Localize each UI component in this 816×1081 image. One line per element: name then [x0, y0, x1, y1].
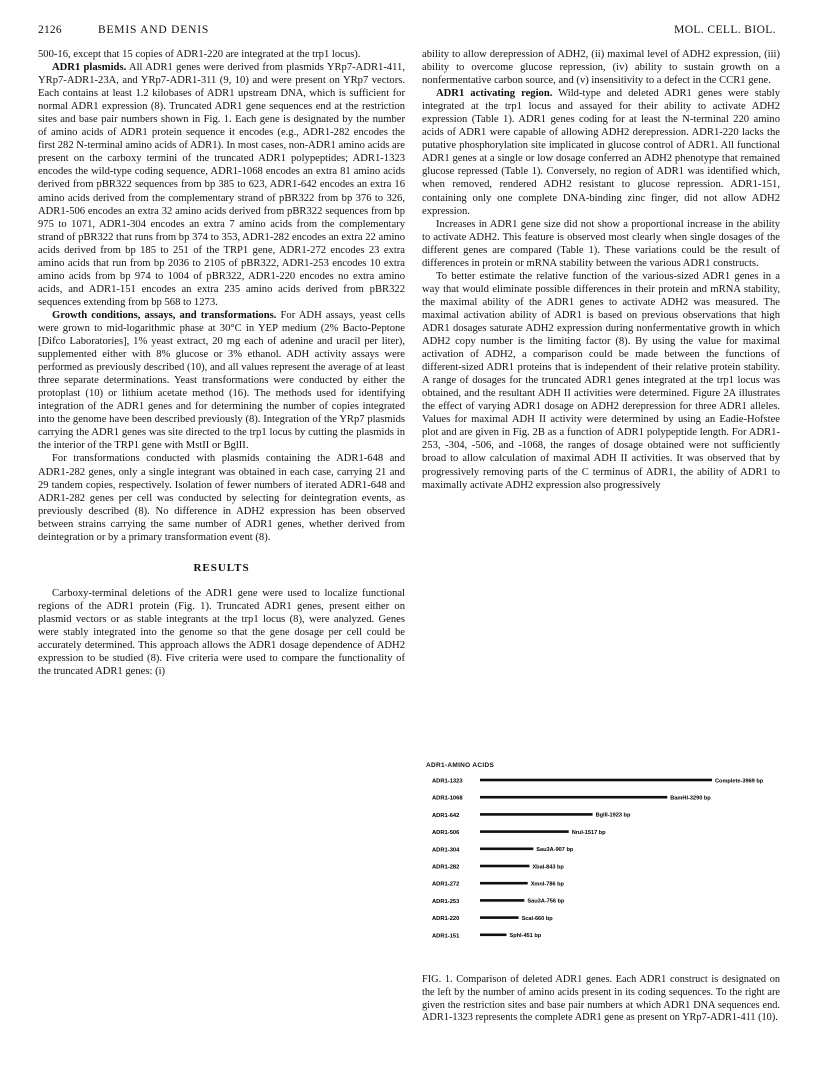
activating-paragraph [422, 87, 780, 217]
row-label: ADR1-642 [432, 812, 460, 819]
plasmids-paragraph [38, 61, 405, 309]
gene-bar [480, 865, 529, 868]
row-label: ADR1-253 [432, 898, 460, 905]
continued-paragraph: 500-16, except that 15 copies of ADR1-220 are integrated at the trp1 locus). [38, 49, 361, 60]
activating-heading: ADR1 activating region. [436, 88, 553, 100]
figure-axis-title: ADR1-AMINO ACIDS [426, 762, 495, 769]
row-label: ADR1-272 [432, 881, 460, 888]
gene-bar [480, 916, 519, 919]
site-label: Sau3A-907 bp [536, 847, 574, 854]
gene-bar [480, 848, 533, 851]
left-column [38, 48, 405, 678]
page-number: 2126 [38, 24, 62, 36]
site-label: Complete-3969 bp [715, 778, 764, 785]
results-paragraph: Carboxy-terminal deletions of the ADR1 gene were used to localize functional regions of the ADR1 protein (Fig. 1). Truncated ADR1 genes, present either on plasmid vectors or as stable integrants at the trp1 locus (8), were analyzed. Genes were stably integrated into the genome so that the gene dosage per cell could be accurately determined. This approach allows the ADR1 dosage dependence of ADH2 expression to be studied (8). Five criteria were used to compare the functionality of the truncated ADR1 genes: (i) [38, 587, 405, 678]
gene-bar [480, 899, 524, 902]
row-label: ADR1-220 [432, 916, 460, 923]
site-label: ScaI-660 bp [521, 915, 553, 922]
gene-bar [480, 934, 506, 937]
row-label: ADR1-506 [432, 830, 460, 837]
growth-heading: Growth conditions, assays, and transformations. [52, 309, 277, 321]
estimate-paragraph: To better estimate the relative function of the various-sized ADR1 genes in a way that would eliminate possible differences in their protein and mRNA stability, the maximal ability of the ADR1 genes to activate ADH2 was measured. The maximal activation ability of ADR1 is based on previous observations that high ADR1 dosages saturate ADH2 expression during nonfermentative growth in which ADH2 copy number is the limiting factor (8). By using the value for maximal activation of ADH2, a comparison could be made between the functions of different-sized ADR1 proteins that is independent of their relative protein stability. A range of dosages for the truncated ADR1 genes integrated at the trp1 locus was obtained, and the resultant ADH II activities were determined. Figure 2A illustrates the effect of varying ADR1 dosage on ADH2 derepression for three ADR1 alleles. Values for maximal ADH II activity were determined by using an Eadie-Hofstee plot and are given in Fig. 2B as a function of ADR1 polypeptide length. For ADR1-253, -304, -506, and -1068, the ranges of dosage obtained were not sufficiently broad to allow calculation of maximal ADH II activities. It was observed that by progressively removing parts of the C terminus of ADR1, the ability of ADR1 to maximally activate ADH2 expression also progressively [422, 270, 780, 491]
deletion-map [422, 772, 780, 962]
continued-paragraph-right: ability to allow derepression of ADH2, (ii) maximal level of ADH2 expression, (iii) ability to overcome glucose repression, (iv) ability to sustain growth on a nonfermentative carbon source, and (v) insensitivity to a defect in the CCR1 gene. [422, 49, 780, 87]
row-label: ADR1-1068 [432, 795, 463, 802]
plasmids-text: All ADR1 genes were derived from plasmids YRp7-ADR1-411, YRp7-ADR1-23A, and YRp7-ADR1-311 (9, 10) and were present on YRp7 vectors. Each contains at least 1.2 kilobases of ADR1 upstream DNA, which is sufficient for normal ADR1 expression (8). Truncated ADR1 gene sequences end at the restriction sites and base pair numbers shown in Fig. 1. Each gene is designated by the number of amino acids of ADR1 protein sequence it encodes (e.g., ADR1-282 encodes the first 282 N-terminal amino acids of ADR1). In most cases, non-ADR1 amino acids are present on the carboxy termini of the truncated ADR1 polypeptides; ADR1-1323 encodes the wild-type coding sequence, ADR1-1068 encodes an extra 81 amino acids derived from pBR322 sequences from bp 385 to 623, ADR1-642 encodes an extra 16 amino acids derived from the complementary strand of pBR322 from bp 376 to 326, ADR1-506 encodes an extra 32 amino acids derived from pBR322 sequences from bp 975 to 1071, ADR1-304 encodes an extra 7 amino acids from the complementary strand of pBR322 that runs from bp 374 to 353, ADR1-282 encodes an extra 22 amino acids derived from bp 185 to 251 of the TRP1 gene, ADR1-272 encodes 23 extra amino acids that run from bp 2036 to 2105 of pBR322, ADR1-253 encodes 10 extra amino acids from bp 974 to 1004 of pBR322, ADR1-220 encodes no extra amino acids, and ADR1-151 encodes an extra 235 amino acids derived from pBR322 sequences extending from bp 568 to 1273. [38, 62, 405, 308]
transformation-paragraph: For transformations conducted with plasmids containing the ADR1-648 and ADR1-282 genes, only a single integrant was obtained in each case, carrying 21 and 29 tandem copies, respectively. Isolation of fewer numbers of iterated ADR1-648 and ADR1-282 genes per cell was conducted by selecting for deintegration events, as previously described (8). No difference in ADH2 expression has been observed between strains carrying the same number of ADR1 genes, whether derived from deintegration or by a primary transformation event (8). [38, 453, 405, 543]
row-label: ADR1-151 [432, 933, 460, 940]
site-label: Sau3A-756 bp [527, 898, 565, 905]
figure-caption [422, 974, 780, 1025]
increase-paragraph: Increases in ADR1 gene size did not show a proportional increase in the ability to activate ADH2. This feature is observed most clearly when single dosages of the different genes are compared (Table 1). These variations could be the result of differences in protein or mRNA stability between the various ADR1 constructs. [422, 218, 780, 269]
page-header [38, 24, 776, 44]
gene-bar [480, 779, 712, 782]
figure-1 [422, 762, 780, 962]
gene-bar [480, 813, 593, 816]
row-label: ADR1-282 [432, 864, 460, 871]
activating-text: Wild-type and deleted ADR1 genes were stably integrated at the trp1 locus and assayed for their ability to activate ADH2 expression (Table 1). ADR1 genes coding for at least the N-terminal 220 amino acids of ADR1 were capable of allowing ADH2 derepression. ADR1-220 lacks the putative phosphorylation site implicated in glucose control of ADR1. All functional ADR1 genes at a single or low dosage conferred an ADH2 phenotype that remained glucose repressed (Table 1). Conversely, no region of ADR1 was identified which, when removed, rendered ADH2 resistant to glucose repression. ADR1-151, containing only one complete DNA-binding zinc finger, did not allow ADH2 expression. [422, 88, 780, 217]
journal-name: MOL. CELL. BIOL. [674, 24, 776, 36]
gene-bar [480, 796, 667, 799]
row-label: ADR1-1323 [432, 778, 463, 785]
plasmids-heading: ADR1 plasmids. [52, 62, 127, 74]
growth-paragraph [38, 309, 405, 453]
gene-bar [480, 882, 528, 885]
results-heading: RESULTS [193, 561, 250, 574]
caption-text: Comparison of deleted ADR1 genes. Each ADR1 construct is designated on the left by the number of amino acids present in its coding sequences. To the right are given the restriction sites and base pair numbers at which ADR1 DNA sequences end. ADR1-1323 represents the complete ADR1 gene as present on YRp7-ADR1-411 (10). [422, 974, 781, 1024]
site-label: NruI-1517 bp [571, 829, 606, 836]
growth-text: For ADH assays, yeast cells were grown to mid-logarithmic phase at 30°C in YEP medium (2% Bacto-Peptone [Difco Laboratories], 1% yeast extract, 20 mg each of adenine and uracil per liter), supplemented either with 8% glucose or 3% ethanol. ADH activity assays were performed as previously described (10), and all values represent the average of at least three separate determinations. Yeast transformations were conducted by either the protoplast (10) or lithium acetate method (16). The methods used for identifying integration of the ADR1 genes and for determining the number of copies integrated into the genome have been described previously (8). Integration of the YRp7 plasmids carrying the ADR1 genes was site directed to the trp1 locus by cutting the plasmids in the interior of the TRP1 gene with MstII or BglII. [38, 309, 405, 452]
site-label: BamHI-3290 bp [670, 795, 711, 802]
running-authors: BEMIS AND DENIS [98, 24, 210, 36]
gene-bar [480, 830, 569, 833]
caption-label: FIG. 1. [422, 974, 453, 985]
site-label: XbaI-843 bp [532, 864, 564, 871]
right-column [422, 48, 780, 492]
site-label: SphI-451 bp [509, 933, 542, 940]
site-label: BglII-1923 bp [595, 812, 631, 819]
row-label: ADR1-304 [432, 847, 460, 854]
site-label: XmnI-786 bp [530, 881, 564, 888]
